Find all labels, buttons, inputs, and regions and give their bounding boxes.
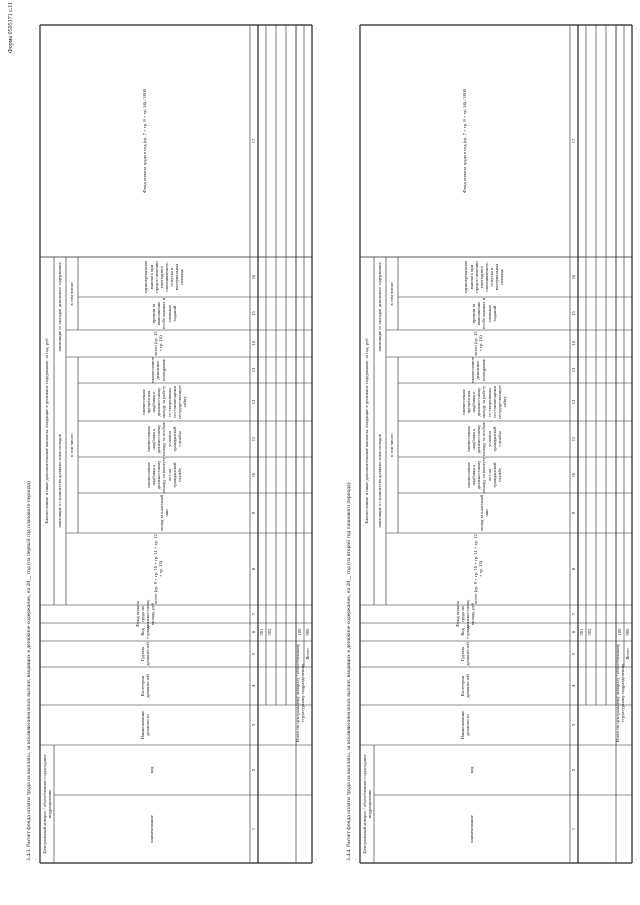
incl-sal-header: в том числе: [69,281,75,306]
col-17-header: Фонд оплаты труда в год (гр. 7 + гр. 8 + гр. 14) / 1000 [142,89,148,193]
col-16-header: единовременная выплата при предоставлении ежегодного оплачиваемого отпуска и материальная помощь [463,260,505,294]
column-number: 10 [251,472,257,478]
column-number: 9 [251,511,257,515]
col-12-header: ежемесячная процентная надбавка к должностному окладу за работу со сведениями, составляющими государственную тайну [140,385,187,419]
total-central-code: 100 [297,628,303,636]
column-number: 16 [571,274,577,280]
col-category-header: Категория должностей [459,674,470,698]
incl-sal-header: в том числе: [389,281,395,306]
column-number: 12 [571,399,577,405]
col-17-header: Фонд оплаты труда в год (гр. 7 + гр. 8 + гр. 14) / 1000 [462,89,468,193]
column-number: 8 [251,567,257,571]
col-group-header: Группа должностей [139,642,150,666]
column-number: 11 [251,436,257,442]
dep-qty-header: зависящие от количества должностных окладов [57,434,63,528]
column-number: 2 [251,768,257,772]
form-label: Форма 0505171 с.11 [8,1,14,53]
column-number: 2 [571,768,577,772]
section-title: 3.4.4. Расчет фонда оплаты труда на выплаты, за исключением иных выплат, входящих в денежное содержание, на 20__ год (на второй год планового периода) [346,482,352,861]
column-number: 9 [571,511,577,515]
col-11-header: ежемесячная надбавка к должностному окладу за особые условия гражданской службы [146,422,182,456]
col-group-header: Группа должностей [459,642,470,666]
col-category-header: Категория должностей [139,674,150,698]
subdivision-header: Центральный аппарат / обособленное структурное подразделение [41,754,52,854]
col-10-header: ежемесячная надбавка к должностному окладу за выслугу лет на гражданской службе [466,457,502,493]
col-code-header: код [149,766,155,774]
column-number: 17 [571,138,577,144]
column-number: 1 [571,827,577,831]
column-number: 5 [571,652,577,656]
column-number: 4 [251,684,257,688]
col-name-header: наименование [149,815,155,843]
total-all-code: 900 [625,628,631,636]
col-big-header: Ежемесячные и иные дополнительные выплаты, входящие в денежное содержание, за год, руб [44,338,50,524]
incl-qty-header: в том числе: [69,433,75,457]
col-8-header: всего (гр. 9 + гр. 10 + гр. 11 + гр. 12 + гр. 13) [472,534,483,604]
dep-sal-header: зависящие от окладов денежного содержания [57,262,63,352]
col-position-header: Наименование должности [459,710,470,740]
column-number: 3 [251,723,257,727]
col-fund-header: Фонд оплаты труда по должностному окладу, руб [454,599,476,629]
col-8-header: всего (гр. 9 + гр. 10 + гр. 11 + гр. 12 + гр. 13) [152,534,163,604]
line-code: 202 [267,628,273,636]
col-9-header: оклад за классный чин [158,495,169,531]
column-number: 16 [251,274,257,280]
col-line-header: Код строки [139,625,150,639]
total-central-label: Итого по центральному аппарату / обособленному структурному подразделению [614,643,625,743]
col-13-header: ежемесячное денежное поощрение [150,357,166,383]
col-code-header: код [469,766,475,774]
column-number: 15 [571,311,577,316]
column-number: 10 [571,472,577,478]
column-number: 13 [571,367,577,373]
col-10-header: ежемесячная надбавка к должностному окладу за выслугу лет на гражданской службе [146,457,182,493]
col-line-header: Код строки [459,625,470,639]
col-12-header: ежемесячная процентная надбавка к должностному окладу за работу со сведениями, составляющими государственную тайну [460,385,507,419]
column-number: 3 [571,723,577,727]
col-fund-header: Фонд оплаты труда по должностному окладу, руб [134,599,156,629]
section-title: 3.4.3. Расчет фонда оплаты труда на выплаты, за исключением иных выплат, входящих в денежное содержание, на 20__ год (на первый год планового периода) [26,481,32,861]
column-number: 6 [251,630,257,634]
col-13-header: ежемесячное денежное поощрение [470,357,486,383]
section-3-4-4 [320,0,640,905]
column-number: 1 [251,827,257,831]
column-number: 4 [571,684,577,688]
col-15-header: премии за выполнение особо важных и сложных заданий [151,297,177,330]
column-number: 14 [571,341,577,346]
col-position-header: Наименование должности [139,710,150,740]
subdivision-header: Центральный аппарат / обособленное структурное подразделение [361,754,372,854]
line-code: 202 [587,628,593,636]
col-11-header: ежемесячная надбавка к должностному окладу за особые условия гражданской службы [466,422,502,456]
col-14-header: всего (гр. 15 + гр. 16) [152,331,163,356]
column-number: 17 [251,138,257,144]
total-central-label: Итого по центральному аппарату / обособленному структурному подразделению [294,643,305,743]
col-big-header: Ежемесячные и иные дополнительные выплаты, входящие в денежное содержание, за год, руб [364,338,370,524]
incl-qty-header: в том числе: [389,433,395,457]
column-number: 11 [571,436,577,442]
column-number: 12 [251,399,257,405]
line-code: 201 [579,628,585,636]
column-number: 7 [251,612,257,616]
col-9-header: оклад за классный чин [478,495,489,531]
col-15-header: премии за выполнение особо важных и сложных заданий [471,297,497,330]
dep-sal-header: зависящие от окладов денежного содержания [377,262,383,352]
col-14-header: всего (гр. 15 + гр. 16) [472,331,483,356]
total-all-label: Всего [625,648,631,660]
column-number: 13 [251,367,257,373]
column-number: 14 [251,341,257,346]
column-number: 5 [251,652,257,656]
line-code: 201 [259,628,265,636]
total-all-label: Всего [305,648,311,660]
col-16-header: единовременная выплата при предоставлении ежегодного оплачиваемого отпуска и материальная помощь [143,260,185,294]
col-name-header: наименование [469,815,475,843]
column-number: 7 [571,612,577,616]
dep-qty-header: зависящие от количества должностных окладов [377,434,383,528]
total-central-code: 100 [617,628,623,636]
column-number: 8 [571,567,577,571]
column-number: 15 [251,311,257,316]
total-all-code: 900 [305,628,311,636]
column-number: 6 [571,630,577,634]
